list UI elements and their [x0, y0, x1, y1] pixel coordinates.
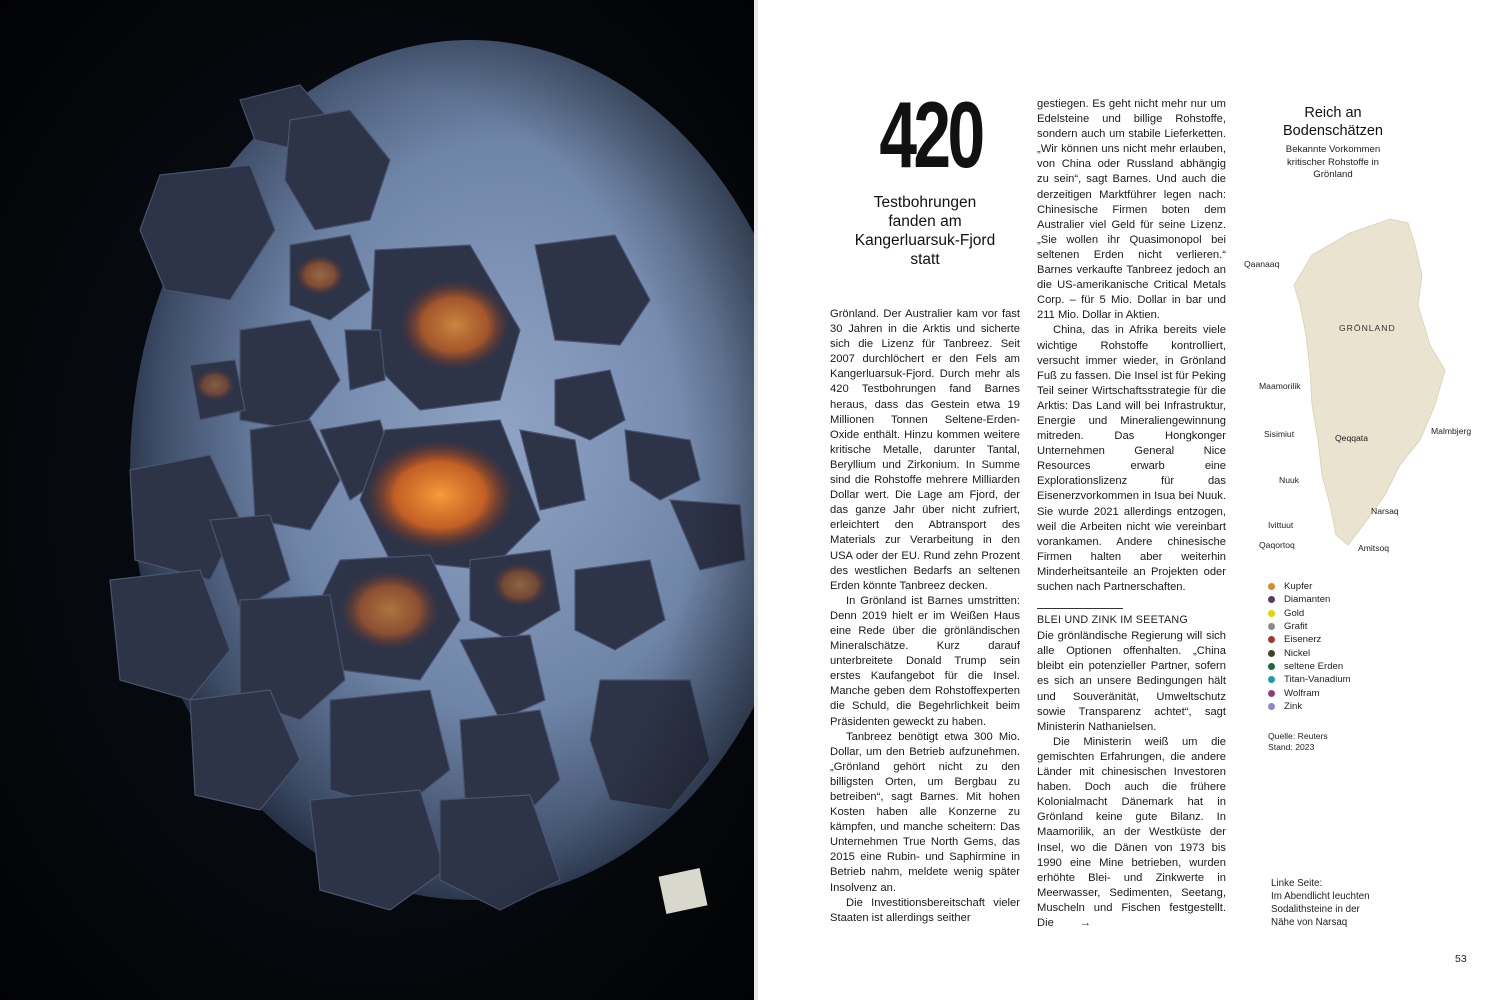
- place-label: Nuuk: [1279, 475, 1300, 485]
- continue-arrow-icon: →: [1079, 916, 1091, 929]
- legend-label: Kupfer: [1284, 581, 1313, 593]
- legend-dot-icon: [1268, 636, 1275, 643]
- sodalite-photo: [0, 0, 754, 1000]
- legend-label: seltene Erden: [1284, 660, 1344, 672]
- legend-label: Titan-Vanadium: [1284, 674, 1351, 686]
- caption-line: Im Abendlicht leuchten: [1271, 891, 1370, 902]
- legend-dot-icon: [1268, 610, 1275, 617]
- article-paragraph: China, das in Afrika bereits viele wichtige Rohstoffe kontrolliert, versucht immer wieder, in Grönland Fuß zu fassen. Die Insel ist für Peking Teil seiner Wirtschaftsstrategie für die Arktis: Das Land will bei Infrastruktur, Energie und Mineraliengewinnung mitreden. Das Hongkonger Unternehmen General Nice Resources erwarb eine Explorationslizenz für das Eisenerzvorkommen in Isua bei Nuuk. Sie wurde 2021 allerdings entzogen, weil die Arbeiten nicht wie vereinbart vorankamen. Andere chinesische Firmen halten aber weiterhin Minderheitsanteile an Projekten oder suchen nach Partnerschaften.: [1037, 324, 1226, 593]
- place-label: Maamorilik: [1259, 381, 1301, 391]
- legend-label: Diamanten: [1284, 594, 1331, 606]
- map-country-label: GRÖNLAND: [1339, 323, 1396, 333]
- map-legend: [1268, 580, 1351, 713]
- legend-dot-icon: [1268, 583, 1275, 590]
- legend-label: Wolfram: [1284, 687, 1320, 699]
- map-source: [1268, 731, 1328, 753]
- article-paragraph: In Grönland ist Barnes umstritten: Denn 2019 hielt er im Weißen Haus eine Rede über die grönländischen Mineralschätze. Kurz darauf unterbreitete Donald Trump sein erstes Kaufangebot für die Insel. Manche geben dem Rohstoffexperten die Schuld, die Begehrlichkeit beim Präsidenten geweckt zu haben.: [830, 594, 1020, 728]
- legend-dot-icon: [1268, 690, 1275, 697]
- legend-item: [1268, 633, 1351, 646]
- legend-label: Zink: [1284, 700, 1303, 712]
- legend-dot-icon: [1268, 703, 1275, 710]
- legend-item: [1268, 620, 1351, 633]
- stat-number: 420: [879, 82, 982, 187]
- legend-item: [1268, 660, 1351, 673]
- legend-label: Nickel: [1284, 647, 1311, 659]
- legend-item: [1268, 673, 1351, 686]
- source-line: Quelle: Reuters: [1268, 731, 1328, 741]
- article-paragraph: Die Investitionsbereitschaft vieler Staaten ist allerdings seither: [830, 896, 1020, 924]
- legend-item: [1268, 580, 1351, 593]
- article-paragraph: gestiegen. Es geht nicht mehr nur um Edelsteine und billige Rohstoffe, sondern auch um stabile Lieferketten. „Wir können uns nicht mehr erlauben, von China oder Russland abhängig zu sein“, sagt Barnes. Und auch die derzeitigen Marktführer legen nach: Chinesische Firmen boten dem Australier viel Geld für seine Lizenz. „Sie wollen ihr Quasimonopol bei seltenen Erden nicht verlieren.“ Barnes verkaufte Tanbreez jedoch an die US-amerikanische Critical Metals Corp. – für 5 Mio. Dollar in bar und 211 Mio. Dollar in Aktien.: [1037, 98, 1226, 322]
- article-column-2: [1037, 97, 1226, 931]
- legend-dot-icon: [1268, 676, 1275, 683]
- article-paragraph: Die Ministerin weiß um die gemischten Erfahrungen, die andere Länder mit chinesischen Investoren haben. Doch auch die frühere Kolonialmacht Dänemark hat in Grönland keine gute Bilanz. In Maamorilik, an der Westküste der Insel, wo die Dänen von 1973 bis 1990 eine Mine betrieben, wurden erhöhte Blei- und Zinkwerte in Meerwasser, Sedimenten, Seetang, Muscheln und Fischen festgestellt. Die →: [1037, 735, 1226, 931]
- place-label: Qaqortoq: [1259, 540, 1295, 550]
- caption-line: Linke Seite:: [1271, 878, 1323, 889]
- caption-line: Sodalithsteine in der: [1271, 904, 1360, 915]
- place-label: Amitsoq: [1358, 543, 1390, 553]
- source-line: Stand: 2023: [1268, 742, 1315, 752]
- map-title: Reich an Bodenschätzen: [1283, 105, 1383, 139]
- legend-dot-icon: [1268, 623, 1275, 630]
- legend-label: Gold: [1284, 607, 1305, 619]
- article-paragraph: Grönland. Der Australier kam vor fast 30 Jahren in die Arktis und sicherte sich die Lizenz für Tanbreez. Seit 2007 durchlöchert er den Fels am Kangerluarsuk-Fjord. Durch mehr als 420 Testbohrungen fand Barnes heraus, dass das Gestein etwa 19 Millionen Tonnen Seltene-Erden-Oxide enthält. Hinzu kommen weitere kritische Metalle, darunter Tantal, Beryllium und Zirkonium. In Summe sind die Rohstoffe mehrere Milliarden Dollar wert. Die Lage am Fjord, der das ganze Jahr über nicht zufriert, erleichtert den Abtransport des Materials zur Verarbeitung in den USA oder der EU. Rund zehn Prozent des westlichen Bedarfs an seltenen Erden könnte Tanbreez decken.: [830, 308, 1020, 592]
- subhead-rule: [1037, 608, 1123, 609]
- legend-item: [1268, 593, 1351, 606]
- legend-dot-icon: [1268, 663, 1275, 670]
- legend-item: [1268, 700, 1351, 713]
- legend-label: Eisenerz: [1284, 634, 1322, 646]
- place-label: Sisimiut: [1264, 429, 1295, 439]
- legend-item: [1268, 607, 1351, 620]
- page-number: 53: [1455, 953, 1467, 965]
- stat-caption: Testbohrungen fanden am Kangerluarsuk-Fjord statt: [854, 194, 996, 268]
- legend-dot-icon: [1268, 596, 1275, 603]
- legend-dot-icon: [1268, 650, 1275, 657]
- place-label: Ivittuut: [1268, 520, 1294, 530]
- article-paragraph: Tanbreez benötigt etwa 300 Mio. Dollar, um den Betrieb aufzunehmen. „Grönland gehört nicht zu den billigsten Orten, um Bergbau zu betreiben“, sagt Barnes. Mit hohen Kosten haben alle Konzerne zu kämpfen, und manche scheitern: Das Unternehmen True North Gems, das 2015 eine Rubin- und Saphirmine in Betrieb nahm, meldete wenig später Insolvenz an.: [830, 730, 1020, 894]
- section-subhead: BLEI UND ZINK IM SEETANG: [1037, 614, 1188, 627]
- legend-item: [1268, 646, 1351, 659]
- place-label: Narsaq: [1371, 506, 1399, 516]
- article-paragraph: Die grönländische Regierung will sich alle Optionen offenhalten. „China bleibt ein potenzieller Partner, sofern es sich an unsere Bedingungen hält und Souveränität, Umweltschutz sowie Transparenz achtet“, sagt Ministerin Nathanielsen.: [1037, 630, 1226, 733]
- caption-line: Nähe von Narsaq: [1271, 917, 1348, 928]
- article-column-1: [830, 307, 1020, 926]
- place-label: Malmbjerg: [1431, 426, 1472, 436]
- legend-label: Grafit: [1284, 621, 1308, 633]
- legend-item: [1268, 686, 1351, 699]
- place-label: Qeqqata: [1335, 433, 1368, 443]
- place-label: Qaanaaq: [1244, 259, 1280, 269]
- photo-caption: [1271, 877, 1370, 929]
- map-subtitle: Bekannte Vorkommen kritischer Rohstoffe in Grönland: [1285, 144, 1381, 180]
